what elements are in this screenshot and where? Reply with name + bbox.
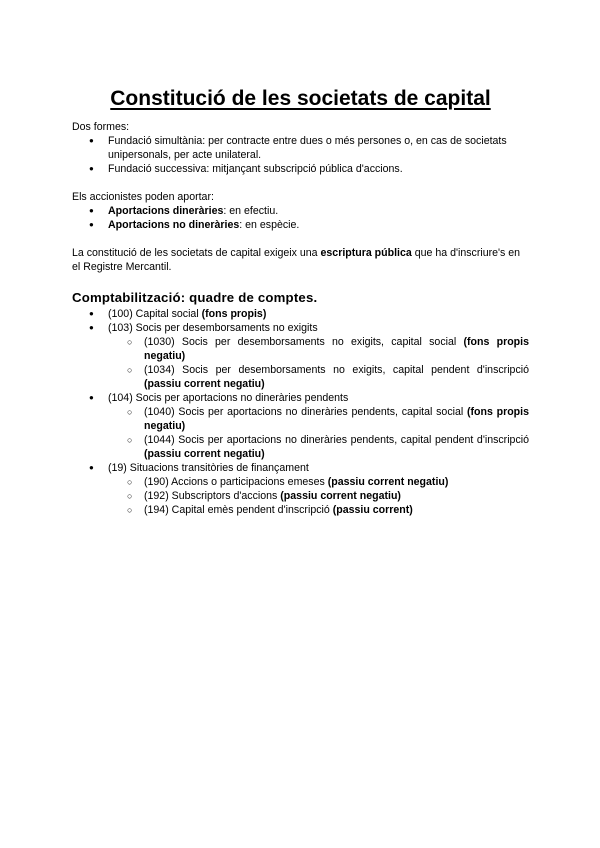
formes-list <box>72 134 529 176</box>
list-item: ● Fundació simultània: per contracte entre dues o més persones o, en cas de societats unipersonals, per acte unilateral. <box>72 134 529 162</box>
section-heading: Comptabilització: quadre de comptes. <box>72 290 318 305</box>
list-item: ● (19) Situacions transitòries de finançament ○ (190) Accions o participacions emeses (passiu corrent negatiu) ○ (192) Subscriptors d'accions (passiu corrent negatiu) ○ (194) Capital emès pendent d'inscripció (passiu corrent) <box>72 461 529 517</box>
page-title: Constitució de les societats de capital <box>110 87 491 110</box>
sublist <box>108 405 529 461</box>
aportar-intro: Els accionistes poden aportar: <box>72 191 214 203</box>
list-item: ● Fundació successiva: mitjançant subscripció pública d'accions. <box>72 162 529 176</box>
list-item: ● (103) Socis per desemborsaments no exigits ○ (1030) Socis per desemborsaments no exigits, capital social (fons propis negatiu) ○ (1034) Socis per desemborsaments no exigits, capital pendent d'inscripció (passiu corrent negatiu) <box>72 321 529 391</box>
sublist <box>108 335 529 391</box>
document-page <box>72 86 529 517</box>
sublist-item: ○ (1040) Socis per aportacions no dineràries pendents, capital social (fons propis negatiu) <box>72 405 529 433</box>
list-item: ● Aportacions dineràries: en efectiu. <box>72 204 529 218</box>
formes-intro: Dos formes: <box>72 121 130 133</box>
sublist-item: ○ (1034) Socis per desemborsaments no exigits, capital pendent d'inscripció (passiu corrent negatiu) <box>72 363 529 391</box>
sublist <box>108 475 529 517</box>
sublist-item: ○ (192) Subscriptors d'accions (passiu corrent negatiu) <box>72 489 529 503</box>
sublist-item: ○ (194) Capital emès pendent d'inscripció (passiu corrent) <box>72 503 529 517</box>
list-item: ● Aportacions no dineràries: en espècie. <box>72 218 529 232</box>
list-item: ● (104) Socis per aportacions no dineràries pendents ○ (1040) Socis per aportacions no dineràries pendents, capital social (fons propis negatiu) ○ (1044) Socis per aportacions no dineràries pendents, capital pendent d'inscripció (passiu corrent negatiu) <box>72 391 529 461</box>
aportar-list <box>72 204 529 232</box>
list-item: ● (100) Capital social (fons propis) <box>72 307 529 321</box>
sublist-item: ○ (190) Accions o participacions emeses (passiu corrent negatiu) <box>72 475 529 489</box>
sublist-item: ○ (1030) Socis per desemborsaments no exigits, capital social (fons propis negatiu) <box>72 335 529 363</box>
constitucio-paragraph: La constitució de les societats de capital exigeix una escriptura pública que ha d'inscriure's en el Registre Mercantil. <box>72 247 521 273</box>
sublist-item: ○ (1044) Socis per aportacions no dineràries pendents, capital pendent d'inscripció (passiu corrent negatiu) <box>72 433 529 461</box>
comptes-list <box>72 307 529 517</box>
